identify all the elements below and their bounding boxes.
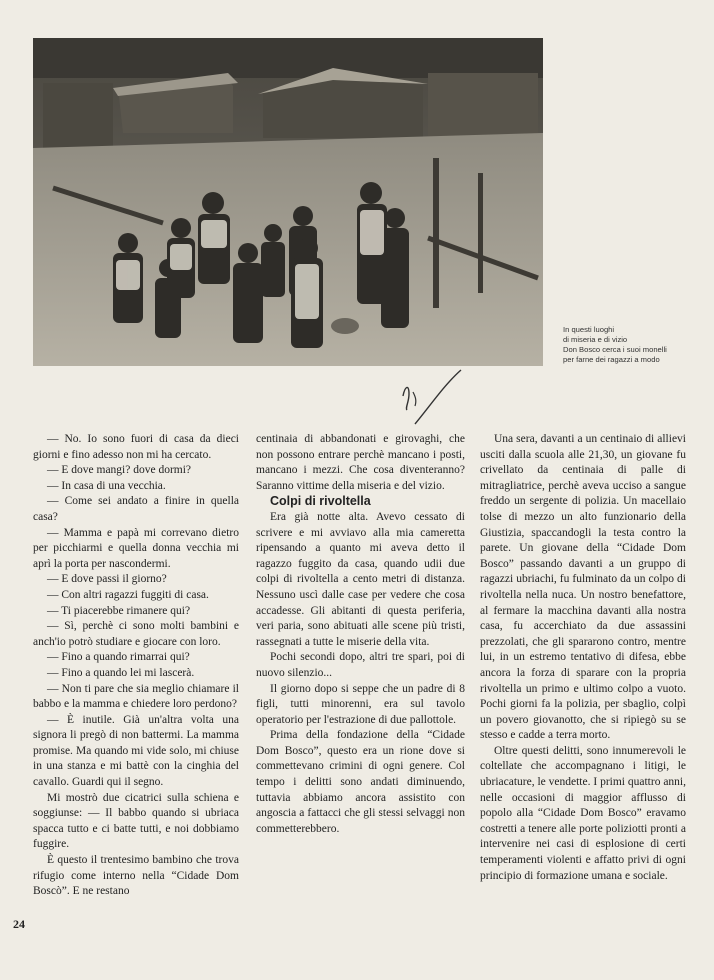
paragraph: — Ti piacerebbe rimanere qui? [47,604,191,617]
paragraph: — Fino a quando lei mi lascerà. [47,666,195,679]
text-column-1 [33,432,239,900]
paragraph: Era già notte alta. Avevo cessato di scrivere e mi avviavo alla mia cameretta ripensando a quanto mi aveva detto il ragazzo fuggito da casa, quando udii due colpi di rivoltella a cento metri di distanza. Nessuno uscì dalle case per vedere che cosa accadesse. Gli abitanti di questa periferia, veri paria, sono abituati alle scene più tristi, rassegnati a tutte le miserie della vita. [256,510,465,648]
paragraph: centinaia di abbandonati e girovaghi, che non possono entrare perchè mancano i posti, mancano i mezzi. Che cosa diventeranno? Saranno vittime della miseria e del vizio. [256,433,465,492]
paragraph: Pochi secondi dopo, altri tre spari, poi di nuovo silenzio... [256,651,465,679]
paragraph: — In casa di una vecchia. [47,479,166,492]
paragraph: Il giorno dopo si seppe che un padre di 8 figli, tutti minorenni, era sul tavolo operatorio per l'estrazione di due pallottole. [256,682,465,726]
paragraph: — E dove passi il giorno? [47,573,167,586]
photo-illustration [33,38,543,366]
paragraph: — Fino a quando rimarrai qui? [47,651,190,664]
paragraph: — È inutile. Già un'altra volta una signora li pregò di non battermi. La mamma promise. Ma quando mi vide solo, mi chiuse in una stanza e mi battè con la cinghia del cavallo. Guardi qui il segno. [33,713,239,789]
paragraph: Mi mostrò due cicatrici sulla schiena e soggiunse: — Il babbo quando si ubriaca spacca tutto e ci batte tutti, e noi dobbiamo fuggire. [33,791,239,851]
paragraph: È questo il trentesimo bambino che trova rifugio come interno nella “Cidade Dom Boscò”. E ne restano [33,854,239,898]
section-heading: Colpi di rivoltella [270,494,371,509]
caption-line: Don Bosco cerca i suoi monelli [563,345,667,354]
paragraph: — Mamma e papà mi correvano dietro per picchiarmi e quella donna vecchia mi aprì la porta per nascondermi. [33,526,239,570]
handwritten-mark [395,366,470,431]
text-column-3 [480,432,686,884]
page-number: 24 [13,917,25,931]
caption-line: In questi luoghi [563,325,615,334]
text-column-2 [256,432,465,837]
paragraph: — Con altri ragazzi fuggiti di casa. [47,588,209,601]
caption-line: per farne dei ragazzi a modo [563,355,660,364]
paragraph: — Come sei andato a finire in quella casa? [33,495,239,523]
paragraph: — Non ti pare che sia meglio chiamare il babbo e la mamma e chiedere loro perdono? [33,682,239,711]
paragraph: Oltre questi delitti, sono innumerevoli le coltellate che accompagnano i litigi, le ubriacature, le vendette. I primi quattro anni, nelle occasioni di maggior afflusso di popolo alla “Cidade Dom Bosco” eravamo costretti a tenere alle porte poliziotti pronti a intervenire nei casi di esplosione di certi temperamenti violenti e affatto privi di ogni principio di formazione umana e sociale. [480,744,686,882]
slum-photo [33,38,543,366]
paragraph: — Sì, perchè ci sono molti bambini e anch'io potrò studiare e giocare con loro. [33,620,239,648]
paragraph: Una sera, davanti a un centinaio di allievi usciti dalla scuola alle 21,30, un giovane fu crivellato da centinaia di palle di mitragliatrice, perchè aveva ucciso a sangue freddo un sergente di polizia. Un macellaio tolse di mezzo un alto funzionario della Giustizia, spaccandogli la testa contro la parete. Un giovane della “Cidade Dom Bosco” passando davanti a un gruppo di ragazzi ubriachi, fu fulminato da un colpo di rivoltella nella nuca. Un nostro benefattore, al fermare la macchina davanti alla nostra casa, fu accerchiato da due assassini prezzolati, che gli spararono contro, mentre lui, in un estremo tentativo di difesa, ebbe ancora la forza di sparare con la propria rivoltella un primo e ultimo colpo a vuoto. Pochi giorni fa la polizia, per sbaglio, colpì un povero giovanotto, che si ripiegò su se stesso e cadde a terra morto. [480,433,686,742]
paragraph: Prima della fondazione della “Cidade Dom Bosco”, questo era un rione dove si commettevano crimini di ogni genere. Col tempo i delitti sono andati diminuendo, tuttavia abbiamo ancora assistito con angoscia a fattacci che gli stessi selvaggi non commetterebbero. [256,729,465,835]
caption-line: di miseria e di vizio [563,335,628,344]
paragraph: — No. Io sono fuori di casa da dieci giorni e fino adesso non mi ha cercato. [33,433,239,461]
photo-caption [563,325,703,365]
paragraph: — E dove mangi? dove dormi? [47,464,192,477]
